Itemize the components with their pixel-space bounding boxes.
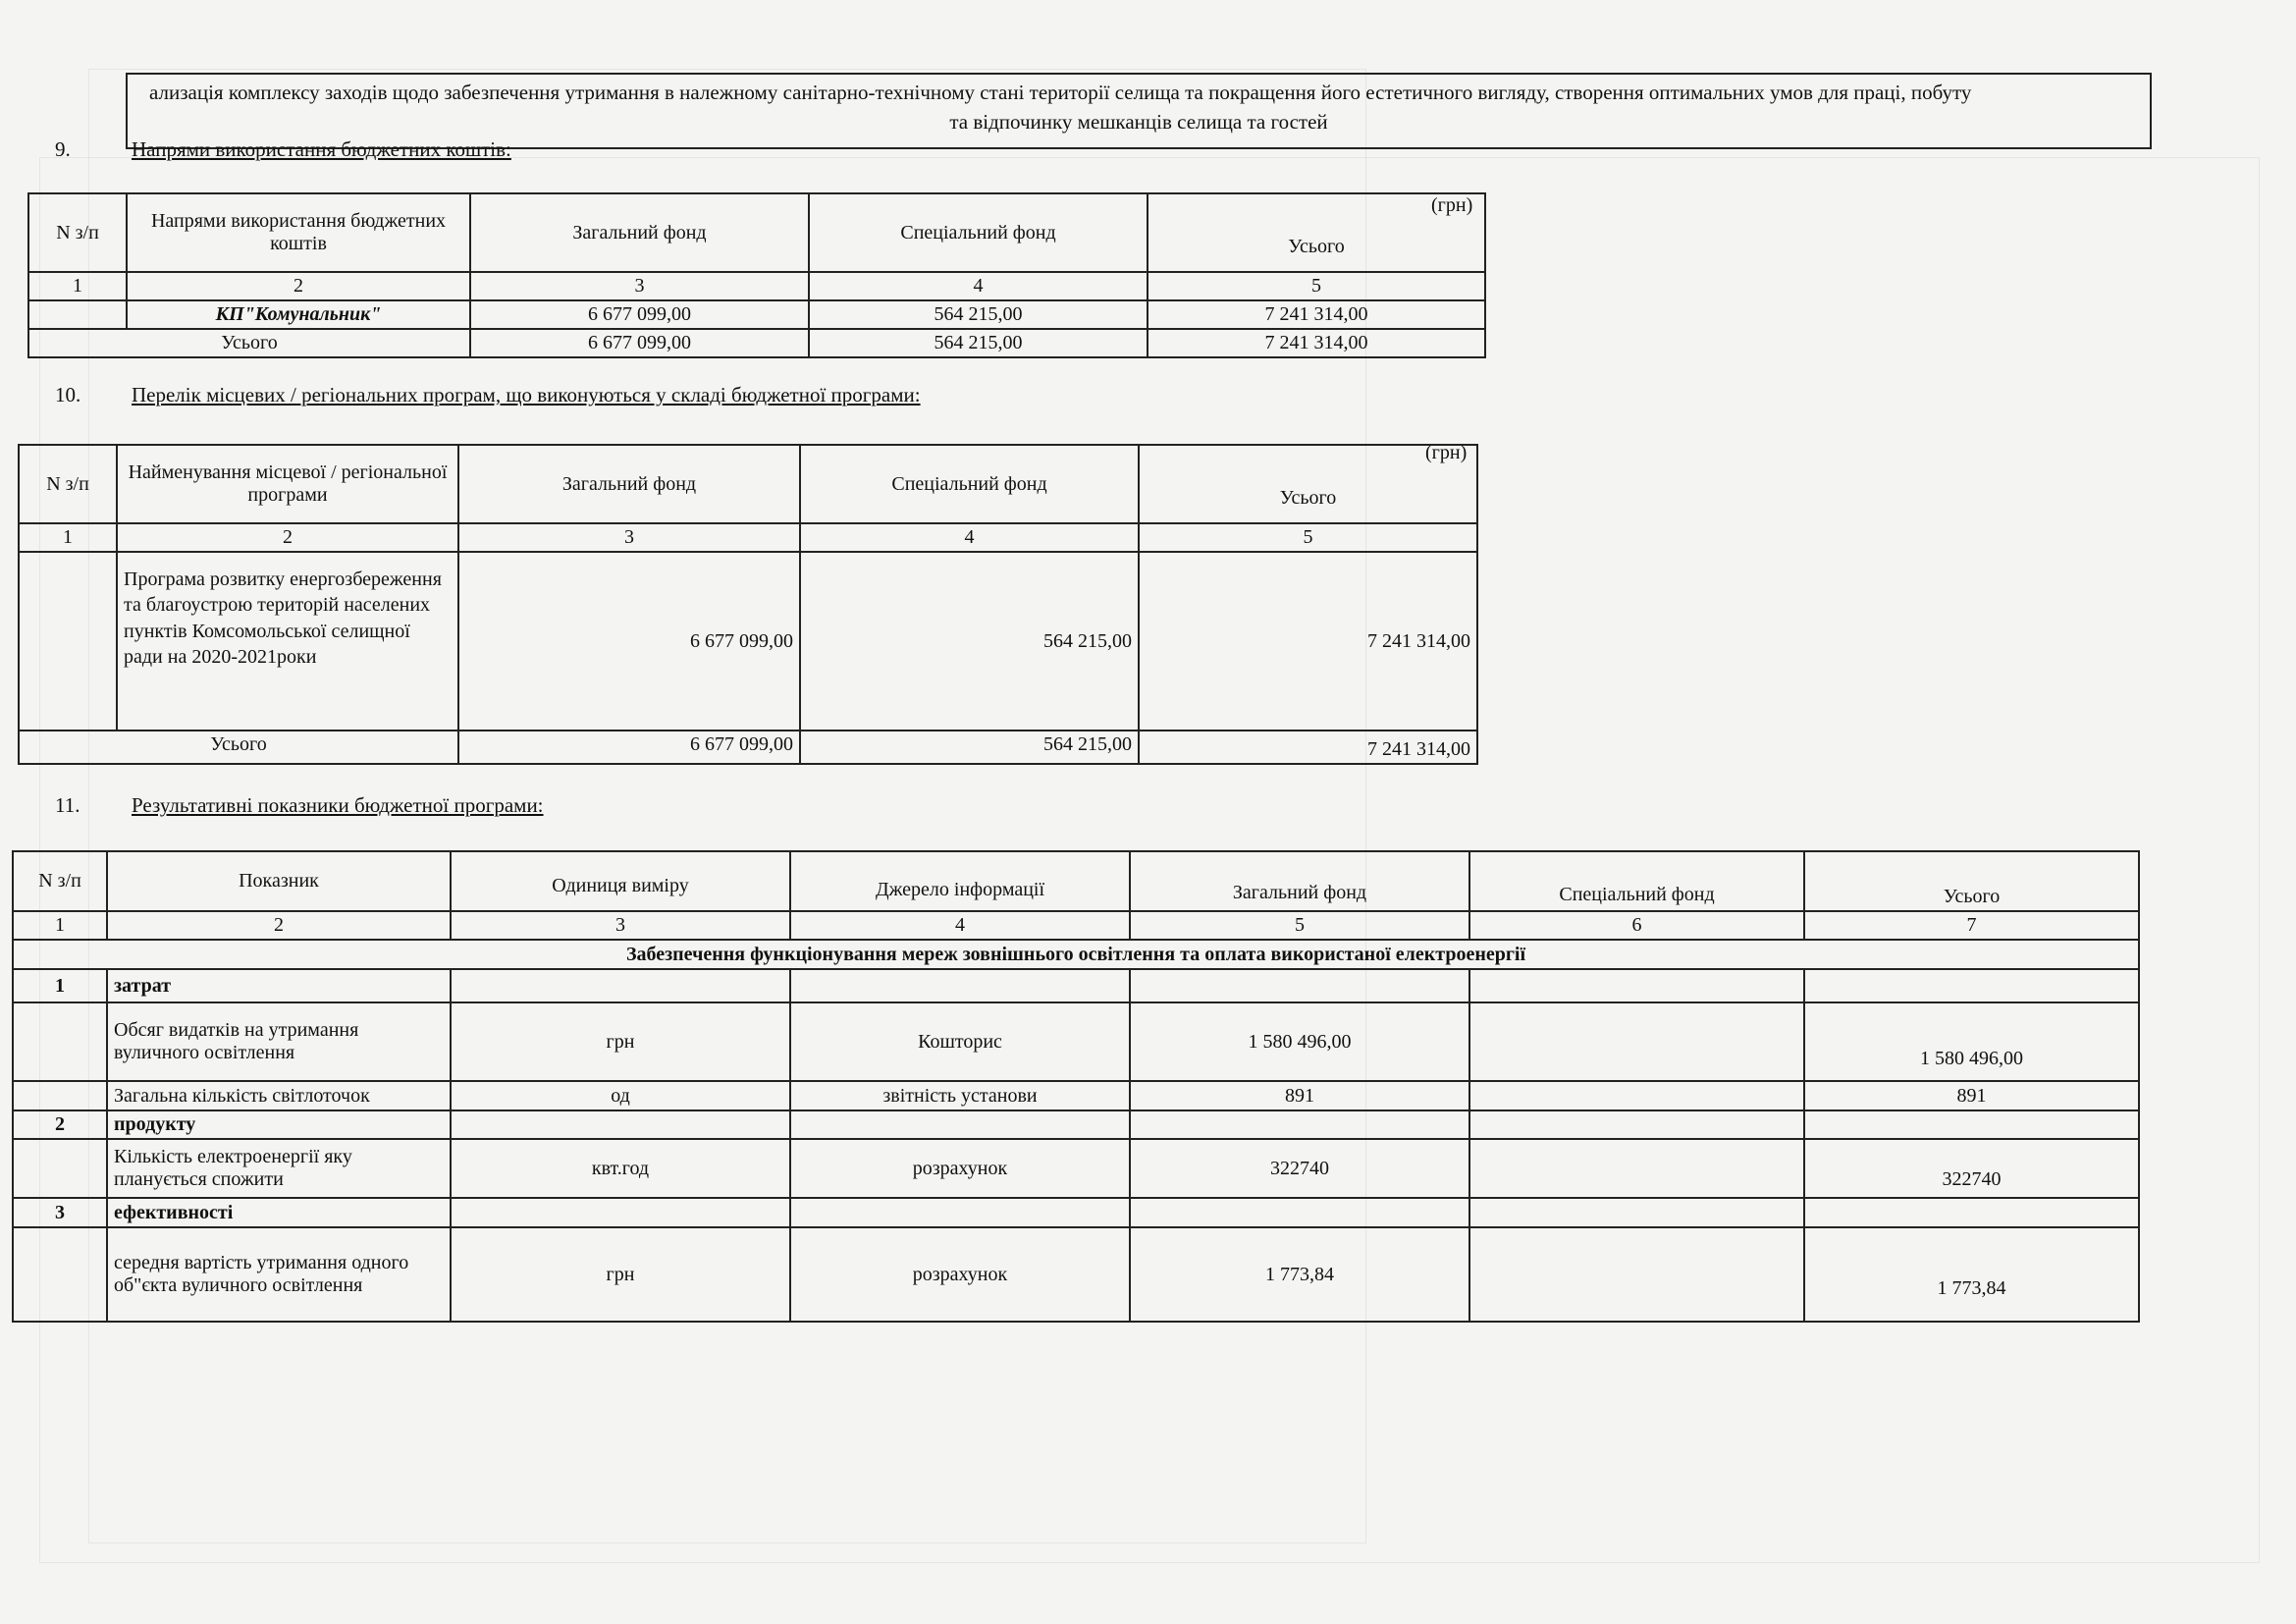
group-row (13, 1198, 2139, 1227)
column-number: 4 (809, 272, 1148, 300)
total-value: 7 241 314,00 (1148, 300, 1485, 329)
special-fund-value: 564 215,00 (809, 300, 1148, 329)
special-fund-total: 564 215,00 (800, 731, 1139, 764)
goal-line-1: ализація комплексу заходів щодо забезпечення утримання в належному санітарно-технічному стані території селища та покращення його естетичного вигляду, створення оптимальних умов для праці, побуту (149, 81, 1972, 104)
table-row (13, 1081, 2139, 1110)
section-10-heading (55, 383, 921, 407)
header-cell: Найменування місцевої / регіональної програми (117, 445, 458, 523)
indicator-source: розрахунок (790, 1139, 1130, 1198)
group-number: 2 (13, 1110, 107, 1139)
programs-table (18, 444, 1478, 765)
total-label: Усього (19, 731, 458, 764)
total-value: 1 580 496,00 (1804, 1002, 2139, 1081)
directions-table (27, 192, 1486, 358)
column-number: 5 (1139, 523, 1477, 552)
total-value: 1 773,84 (1804, 1227, 2139, 1322)
special-fund-value (1469, 1081, 1804, 1110)
group-number: 1 (13, 969, 107, 1002)
indicator-unit: квт.год (451, 1139, 790, 1198)
task-title: Забезпечення функціонування мереж зовнішнього освітлення та оплата використаної електроенергії (13, 940, 2139, 969)
table-row (19, 552, 1477, 731)
header-cell: Загальний фонд (470, 193, 809, 272)
header-cell: Спеціальний фонд (809, 193, 1148, 272)
section-9-number: 9. (55, 137, 71, 161)
section-9-heading (55, 137, 511, 162)
special-fund-value (1469, 1002, 1804, 1081)
indicator-unit: од (451, 1081, 790, 1110)
column-number: 5 (1148, 272, 1485, 300)
column-number: 2 (117, 523, 458, 552)
column-number: 1 (13, 911, 107, 940)
indicator-unit: грн (451, 1227, 790, 1322)
indicator-source: Кошторис (790, 1002, 1130, 1081)
general-fund-value: 6 677 099,00 (470, 300, 809, 329)
column-number: 6 (1469, 911, 1804, 940)
section-10-title: Перелік місцевих / регіональних програм, що виконуються у складі бюджетної програми: (132, 383, 921, 406)
special-fund-value (1469, 1227, 1804, 1322)
column-number: 2 (107, 911, 451, 940)
header-cell: Усього (1139, 445, 1477, 523)
header-cell: N з/п (28, 193, 127, 272)
total-row (28, 329, 1485, 357)
general-fund-value: 6 677 099,00 (458, 552, 800, 731)
general-fund-value: 1 773,84 (1130, 1227, 1469, 1322)
section-10-number: 10. (55, 383, 81, 406)
general-fund-total: 6 677 099,00 (470, 329, 809, 357)
header-cell: Спеціальний фонд (1469, 851, 1804, 911)
general-fund-value: 1 580 496,00 (1130, 1002, 1469, 1081)
column-number: 4 (800, 523, 1139, 552)
program-name: Програма розвитку енергозбереження та благоустрою територій населених пунктів Комсомольської селищної ради на 2020-2021роки (117, 552, 458, 731)
indicator-name: Кількість електроенергії яку планується спожити (107, 1139, 451, 1198)
header-cell: Усього (1804, 851, 2139, 911)
indicator-unit: грн (451, 1002, 790, 1081)
header-cell: Усього (1148, 193, 1485, 272)
general-fund-total: 6 677 099,00 (458, 731, 800, 764)
section-10-unit: (грн) (1425, 442, 1468, 463)
group-row (13, 1110, 2139, 1139)
special-fund-value (1469, 1139, 1804, 1198)
column-number: 4 (790, 911, 1130, 940)
column-number: 5 (1130, 911, 1469, 940)
total-label: Усього (28, 329, 470, 357)
special-fund-total: 564 215,00 (809, 329, 1148, 357)
table-row (13, 1139, 2139, 1198)
total-value: 322740 (1804, 1139, 2139, 1198)
header-cell: Загальний фонд (1130, 851, 1469, 911)
group-name: затрат (107, 969, 451, 1002)
total-row (19, 731, 1477, 764)
section-9-unit: (грн) (1431, 194, 1473, 216)
column-number: 3 (470, 272, 809, 300)
column-number: 7 (1804, 911, 2139, 940)
column-number: 3 (451, 911, 790, 940)
header-cell: Загальний фонд (458, 445, 800, 523)
total-value: 7 241 314,00 (1139, 552, 1477, 731)
total-value: 891 (1804, 1081, 2139, 1110)
header-cell: Спеціальний фонд (800, 445, 1139, 523)
section-11-number: 11. (55, 793, 80, 817)
table-row (13, 1227, 2139, 1322)
grand-total: 7 241 314,00 (1148, 329, 1485, 357)
table-row (13, 1002, 2139, 1081)
group-name: ефективності (107, 1198, 451, 1227)
table-row (28, 300, 1485, 329)
group-name: продукту (107, 1110, 451, 1139)
header-cell: N з/п (19, 445, 117, 523)
general-fund-value: 891 (1130, 1081, 1469, 1110)
general-fund-value: 322740 (1130, 1139, 1469, 1198)
column-number: 1 (19, 523, 117, 552)
header-cell: Напрями використання бюджетних коштів (127, 193, 470, 272)
header-cell: Показник (107, 851, 451, 911)
header-cell: Одиниця виміру (451, 851, 790, 911)
indicator-name: Обсяг видатків на утримання вуличного освітлення (107, 1002, 451, 1081)
column-number: 1 (28, 272, 127, 300)
section-11-heading (55, 793, 544, 818)
grand-total: 7 241 314,00 (1139, 731, 1477, 764)
goal-line-2: та відпочинку мешканців селища та гостей (949, 110, 1328, 134)
direction-name: КП"Комунальник" (127, 300, 470, 329)
indicators-table (12, 850, 2140, 1323)
group-row (13, 969, 2139, 1002)
indicator-source: звітність установи (790, 1081, 1130, 1110)
group-number: 3 (13, 1198, 107, 1227)
section-9-title: Напрями використання бюджетних коштів: (132, 137, 511, 161)
column-number: 2 (127, 272, 470, 300)
column-number: 3 (458, 523, 800, 552)
indicator-name: Загальна кількість світлоточок (107, 1081, 451, 1110)
header-cell: N з/п (13, 851, 107, 911)
indicator-source: розрахунок (790, 1227, 1130, 1322)
indicator-name: середня вартість утримання одного об"єкта вуличного освітлення (107, 1227, 451, 1322)
section-11-title: Результативні показники бюджетної програми: (132, 793, 544, 817)
special-fund-value: 564 215,00 (800, 552, 1139, 731)
header-cell: Джерело інформації (790, 851, 1130, 911)
